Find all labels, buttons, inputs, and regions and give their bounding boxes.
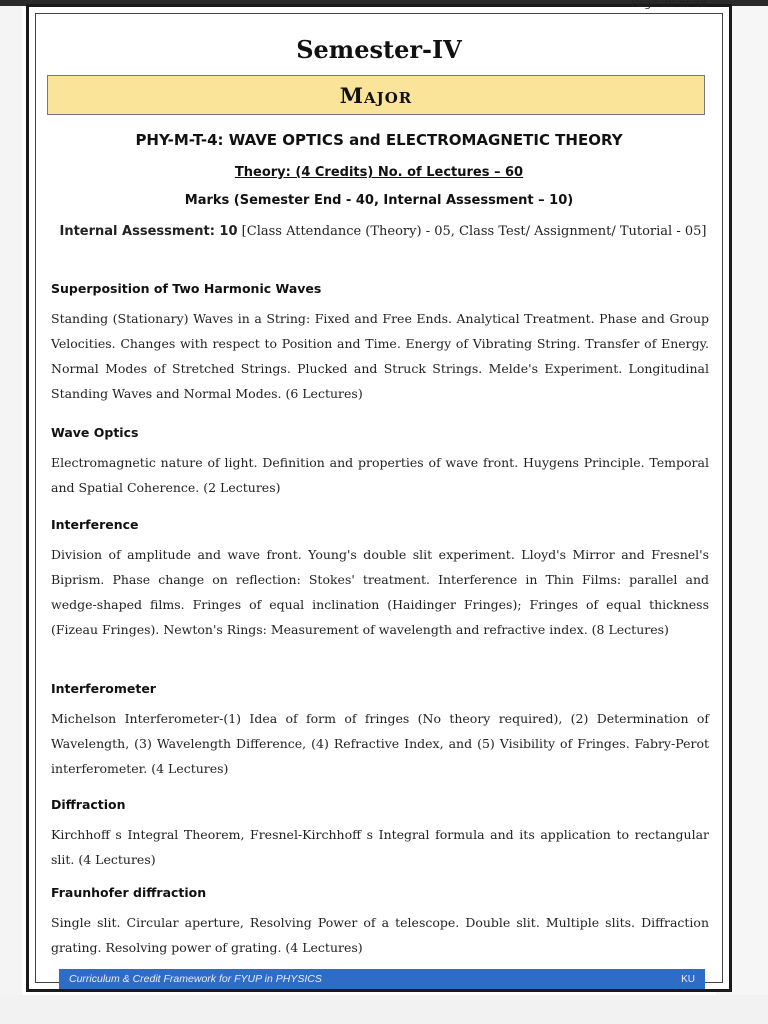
section-title: Wave Optics — [51, 425, 139, 440]
section-title: Interferometer — [51, 681, 156, 696]
section-body: Standing (Stationary) Waves in a String: Fixed and Free Ends. Analytical Treatment. Phase and Group Velocities. Changes with respect to Position and Time. Energy of Vibrating String. Transfer of Energy. Normal Modes of Stretched Strings. Plucked and Struck Strings. Melde's Experiment. Longitudinal Standing Waves and Normal Modes. (6 Lectures) — [51, 311, 709, 401]
section-body: Electromagnetic nature of light. Definition and properties of wave front. Huygens Principle. Temporal and Spatial Coherence. (2 Lectures) — [51, 455, 709, 495]
course-title: PHY-M-T-4: WAVE OPTICS and ELECTROMAGNETIC THEORY — [135, 131, 623, 149]
section-diffraction — [51, 797, 709, 872]
left-margin — [0, 0, 22, 1024]
ia-text: [Class Attendance (Theory) - 05, Class Test/ Assignment/ Tutorial - 05] — [241, 224, 707, 239]
section-title: Interference — [51, 517, 139, 532]
internal-assessment — [57, 219, 709, 244]
footer-band — [59, 969, 705, 989]
theory-credits: Theory: (4 Credits) No. of Lectures – 60 — [234, 165, 524, 180]
marks-line: Marks (Semester End - 40, Internal Assessment – 10) — [184, 193, 574, 208]
section-title: Diffraction — [51, 797, 126, 812]
footer-right-text: KU — [681, 973, 695, 985]
section-interferometer — [51, 681, 709, 781]
footer-left-text: Curriculum & Credit Framework for FYUP in PHYSICS — [69, 973, 322, 985]
section-fraunhofer — [51, 885, 709, 960]
ia-label: Internal Assessment: 10 — [59, 224, 238, 239]
section-body: Division of amplitude and wave front. Young's double slit experiment. Lloyd's Mirror and Fresnel's Biprism. Phase change on reflection: Stokes' treatment. Interference in Thin Films: parallel and wedge-shaped films. Fringes of equal inclination (Haidinger Fringes); Fringes of equal thickness (Fizeau Fringes). Newton's Rings: Measurement of wavelength and refractive index. (8 Lectures) — [51, 547, 709, 637]
page-number: Page 30 of 38 — [631, 0, 707, 10]
section-body: Kirchhoff s Integral Theorem, Fresnel-Kirchhoff s Integral formula and its application to rectangular slit. (4 Lectures) — [51, 827, 709, 867]
section-wave-optics — [51, 425, 709, 500]
bottom-strip — [0, 995, 768, 1024]
document-page — [26, 0, 732, 992]
section-interference — [51, 517, 709, 642]
semester-heading: Semester-IV — [296, 35, 462, 64]
section-title: Superposition of Two Harmonic Waves — [51, 281, 322, 296]
section-body: Michelson Interferometer-(1) Idea of form of fringes (No theory required), (2) Determination of Wavelength, (3) Wavelength Difference, (4) Refractive Index, and (5) Visibility of Fringes. Fabry-Perot interferometer. (4 Lectures) — [51, 711, 709, 776]
section-superposition — [51, 281, 709, 406]
section-title: Fraunhofer diffraction — [51, 885, 207, 900]
section-body: Single slit. Circular aperture, Resolving Power of a telescope. Double slit. Multiple slits. Diffraction grating. Resolving power of grating. (4 Lectures) — [51, 915, 709, 955]
major-label: Major — [339, 82, 413, 108]
major-banner — [47, 75, 705, 115]
